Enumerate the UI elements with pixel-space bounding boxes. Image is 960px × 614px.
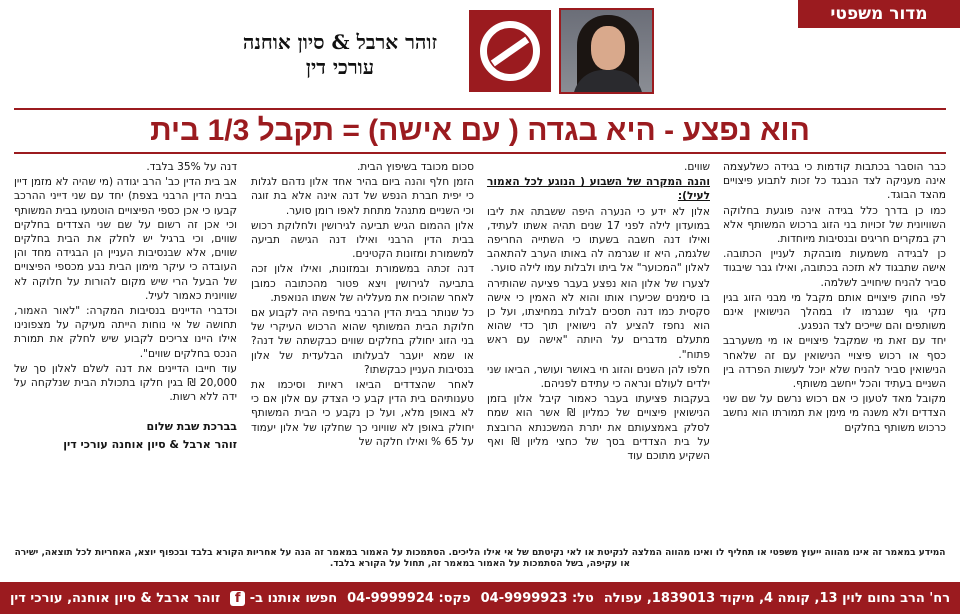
paragraph: הזמן חלף והנה ביום בהיר אחד אלון נדהם לגלות כי יפית חברת הנפש של דנה אינה אלא בת זוגה וכי השניים מתנהל מתחת לאפו רומן סוער. xyxy=(251,176,474,217)
footer-facebook-label: חפשו אותנו ב- xyxy=(249,590,338,606)
footer-facebook[interactable] xyxy=(230,591,337,606)
column-2 xyxy=(487,160,710,542)
paragraph: דנה על 35% בלבד. xyxy=(146,161,237,173)
sign-greeting: בברכת שבת שלום xyxy=(146,420,237,434)
article-body xyxy=(14,160,946,542)
footer-firm: זוהר ארבל & סיון אוחנה, עורכי דין xyxy=(9,590,221,606)
paragraph: וכדברי הדיינים בנסיבות המקרה: "לאור האמור, תחושה של אי נוחות הייתה מעיקה על מצפונינו אילו היינו צריכים לקבוע שיש לחלק את תמורת הנכס בחלקים שווים". xyxy=(14,305,237,360)
paragraph: כמו כן בדרך כלל בגידה אינה פוגעת בחלוקה השוויונית של זכויות בני הזוג ברכוש המשותף אלא רק במקרים חריגים ובנסיבות מיוחדות. xyxy=(723,204,946,246)
paragraph: כל שנותר בבית הדין הרבני בחיפה היה לקבוע אם חלוקת הבית המשותף שהוא הרכוש העיקרי של בני הזוג יחולק בחלקים שווים כבקשתה של דנה? או שמא יועבר לבעלותו הבלעדית של אלון בנסיבות העניין כבקשתו? xyxy=(251,307,474,376)
header xyxy=(0,0,960,98)
paragraph: מקובל מאד לטעון כי אם רכוש נרשם על שם שני הצדדים ולא משנה מי מימן את תמורתו הוא נחשב כרכוש משותף בחלקים xyxy=(723,393,946,434)
paragraph: לפי החוק פיצויים אותם מקבל מי מבני הזוג בגין נזקי גוף שנגרמו לו במהלך הנישואין אינם משותפים והם שייכים לצד הנפגע. xyxy=(723,291,946,333)
case-subheading: והנה המקרה של השבוע ( הנוגע לכל האמור לעיל): xyxy=(487,176,710,203)
facebook-icon[interactable]: f xyxy=(230,591,245,606)
firm-role: עורכי דין xyxy=(305,55,375,79)
paragraph: דנה זכתה במשמורת ובמזונות, ואילו אלון זכה בתביעה לגירושין ויצא פטור מהכתובה כמובן לאחר שהוכיח את מעלליה של אשתו הנואפת. xyxy=(251,263,474,304)
paragraph: אלון לא ידע כי הנערה היפה ששבתה את ליבו במועדון לילה לפני 17 שנים תהיה אשתו לעתיד, ואילו דנה חשבה בשעתו כי השתייה החריפה שלגמה, היא זו שגרמה לה באותו הערב להתאהב לאלון "המכוער" אל ביתו ולבלות עמו לילה סוער. xyxy=(487,205,710,275)
paragraph: שווים. xyxy=(683,161,710,173)
paragraph: כן לבגידה משמעות מובהקת לעניין הכתובה. אישה שתבגוד לא תזכה בכתובה, ואילו גבר שיבגוד סביר להניח שיחוייב לשלמה. xyxy=(723,248,946,289)
firm-logo xyxy=(469,10,551,92)
headline-box xyxy=(14,108,946,154)
article-headline: הוא נפצע - היא בגדה ( עם אישה) = תקבל 1/3 בית xyxy=(150,114,810,147)
signature xyxy=(14,418,237,454)
paragraph: יחד עם זאת מי שמקבל פיצויים או מי משערבב כסף או רכוש פיצויי הנישואין עם זה שלאחר הנישואין סביר להניח שלא יוכל לעשות הפרדה בין השניים בעתיד והכל ייחשב משותף. xyxy=(723,335,946,391)
legal-disclaimer: המידע במאמר זה אינו מהווה ייעוץ משפטי או תחליף לו ואינו מהווה המלצה לנקיטת או לאי נקיטתם של אי אילו הליכים. הסתמכות על האמור במאמר זה הנה על אחריות הקורא בלבד ובכפוף יוצא, האחריות לכל תוצאה, ישירה או עקיפה, בשל הסתמכות על האמור במאמר זה, תחול על הקורא בלבד. xyxy=(14,548,946,569)
sign-names: זוהר ארבל & סיון אוחנה עורכי דין xyxy=(63,438,237,452)
firm-title xyxy=(225,30,455,80)
footer-phone: טל: 04-9999923 xyxy=(480,590,594,606)
column-4 xyxy=(14,160,237,542)
footer-address: רח' הרב נחום לוין 13, קומה 4, מיקוד 1839013, עפולה xyxy=(603,590,951,606)
footer-fax: פקס: 04-9999924 xyxy=(347,590,471,606)
paragraph: סכום מכובד בשיפוץ הבית. xyxy=(356,161,474,173)
paragraph: חלפו להן השנים והזוג חי באושר ועושר, הביאו שני ילדים לעולם ונראה כי עתידם לפניהם. xyxy=(487,363,710,391)
column-3 xyxy=(251,160,474,542)
paragraph: עוד חייבו הדיינים את דנה לשלם לאלון סך של 20,000 ₪ בגין חלקו בתכולת הבית שנלקחה על ידה ללא רשות. xyxy=(14,362,237,404)
author-photo xyxy=(559,8,654,94)
footer-bar xyxy=(0,582,960,614)
paragraph: בעקבות פציעתו בעבר כאמור קיבל אלון בזמן הנישואין פיצויים של כמליון ₪ אשר הוא שמח לסלק באמצעותם את יתרת המשכנתא הרובצת על בית הצדדים בסך של כחצי מליון ₪ ואף השקיע מתוכם עוד xyxy=(487,393,710,463)
paragraph: לאחר שהצדדים הביאו ראיות וסיכמו את טענותיהם בית הדין קבע כי הצדק עם אלון אם כי לא באופן מלא, ועל כן נקבע כי הבית המשותף יחולק באופן לא שוויוני כך שחלקו של אלון יעמוד על 65 % ואילו חלקה של xyxy=(251,379,474,448)
firm-names: זוהר ארבל & סיון אוחנה xyxy=(242,30,438,54)
paragraph: אלון ההמום הגיש תביעה לגירושין ולחלוקת רכוש בבית הדין הרבני ואילו דנה הגישה תביעה למשמורת ומזונות הקטינים. xyxy=(251,219,474,261)
column-1 xyxy=(723,160,946,542)
section-tag: מדור משפטי xyxy=(798,0,960,28)
paragraph: לצערו של אלון הוא נפצע בעבר פציעה שהותירה בו סימנים שכיערו אותו והוא לא האמין כי אישה סקסית כמו דנה תסכים לבלות במחיצתו, ועל כן הוא נחפז להציע לה נישואין תוך כדי שהוא מתעלם מדברים על היותה "אישה עם ראש פתוח". xyxy=(487,277,710,361)
paragraph: כבר הוסבר בכתבות קודמות כי בגידה כשלעצמה אינה מעניקה לצד הנבגד כל זכות לתבוע פיצויים מהצד הבוגד. xyxy=(723,161,946,202)
paragraph: אב בית הדין כב' הרב יגודה (מי שהיה לא מזמן דיין בבית הדין הרבני בצפת) יחד עם שני דייני ההרכב קבעו כי אכן כספי הפיצויים הוטמעו בבית המשותף וכי אכן זה רשום על שם שני הצדדים בחלקים שווים, וכי ברגיל יש לחלק את הבית בחלקים שווים, אלא שבנסיבות העניין הן הבגידה מחד והן העובדה כי עיקר מימון הבית נבע מכספי הפיצויים של הבעל הרי שיש מקום להורות על חלוקה לא שוויונית כאמור לעיל. xyxy=(14,176,237,302)
